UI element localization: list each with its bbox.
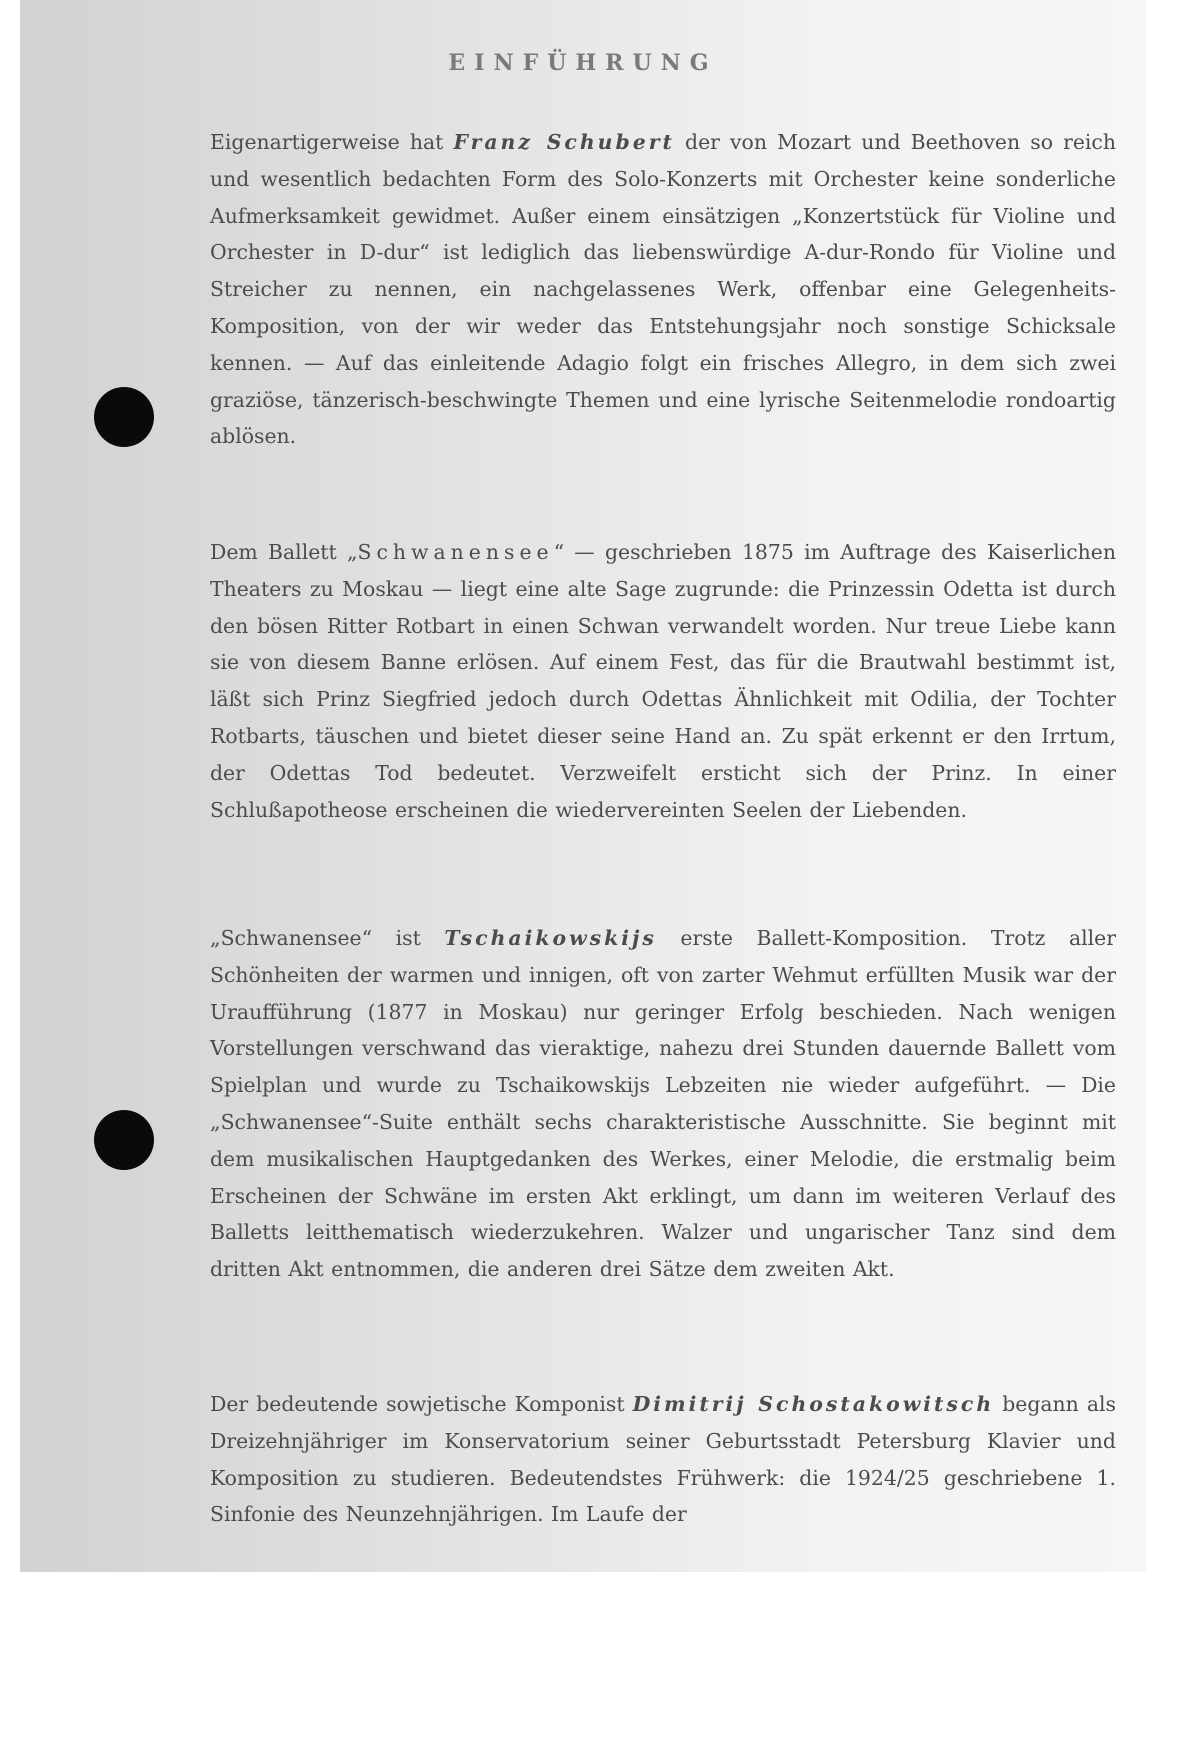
composer-name: Dimitrij Schostakowitsch	[632, 1392, 995, 1416]
paragraph-text: „Schwanensee“ ist	[210, 926, 445, 950]
paragraph-text: erste Ballett-Komposition. Trotz aller Schönheiten der warmen und innigen, oft von zarter Wehmut erfüllten Musik war der Uraufführung (1877 in Moskau) nur geringer Erfolg beschieden. Nach wenigen Vorstellungen verschwand das vieraktige, nahezu drei Stunden dauernde Ballett vom Spielplan und wurde zu Tschaikowskijs Lebzeiten nie wieder aufgeführt. — Die „Schwanensee“-Suite enthält sechs charakteristische Ausschnitte. Sie beginnt mit dem musikalischen Hauptgedanken des Werkes, einer Melodie, die erstmalig beim Erscheinen der Schwäne im ersten Akt erklingt, um dann im weiteren Verlauf des Balletts leitthematisch wiederzukehren. Walzer und ungarischer Tanz sind dem dritten Akt entnommen, die anderen drei Sätze dem zweiten Akt.	[210, 926, 1116, 1282]
paragraph-schubert	[210, 124, 1116, 455]
composer-name: Tschaikowskijs	[444, 926, 657, 950]
scanned-page	[20, 0, 1146, 1572]
composer-name: Franz Schubert	[453, 130, 675, 154]
page-heading: EINFÜHRUNG	[448, 50, 718, 76]
paragraph-text: Der bedeutende sowjetische Komponist	[210, 1392, 633, 1416]
paragraph-text: Dem Ballett „	[210, 540, 358, 564]
paragraph-text: begann als Dreizehnjähriger im Konservatorium seiner Geburtsstadt Petersburg Klavier und Komposition zu studieren. Bedeutendstes Frühwerk: die 1924/25 geschriebene 1. Sinfonie des Neunzehnjährigen. Im Laufe der	[210, 1392, 1117, 1527]
paragraph-text: der von Mozart und Beethoven so reich und wesentlich bedachten Form des Solo-Konzerts mit Orchester keine sonderliche Aufmerksamkeit gewidmet. Außer einem einsätzigen „Konzertstück für Violine und Orchester in D-dur“ ist lediglich das liebenswürdige A-dur-Rondo für Violine und Streicher zu nennen, ein nachgelassenes Werk, offenbar eine Gelegenheits-Komposition, von der wir weder das Entstehungsjahr noch sonstige Schicksale kennen. — Auf das einleitende Adagio folgt ein frisches Allegro, in dem sich zwei graziöse, tänzerisch-beschwingte Themen und eine lyrische Seitenmelodie rondoartig ablösen.	[210, 130, 1116, 449]
work-title: Schwanensee	[357, 540, 554, 564]
punch-hole-bottom	[94, 1110, 154, 1170]
paragraph-ballet-plot	[210, 534, 1116, 828]
punch-hole-top	[94, 387, 154, 447]
paragraph-text: Eigenartigerweise hat	[210, 130, 454, 154]
paragraph-text: “ — geschrieben 1875 im Auftrage des Kaiserlichen Theaters zu Moskau — liegt eine alte Sage zugrunde: die Prinzessin Odetta ist durch den bösen Ritter Rotbart in einen Schwan verwandelt worden. Nur treue Liebe kann sie von diesem Banne erlösen. Auf einem Fest, das für die Brautwahl bestimmt ist, läßt sich Prinz Siegfried jedoch durch Odettas Ähnlichkeit mit Odilia, der Tochter Rotbarts, täuschen und bietet dieser seine Hand an. Zu spät erkennt er den Irrtum, der Odettas Tod bedeutet. Verzweifelt ersticht sich der Prinz. In einer Schlußapotheose erscheinen die wiedervereinten Seelen der Liebenden.	[210, 540, 1116, 822]
paragraph-tschaikowskij	[210, 920, 1116, 1288]
paragraph-schostakowitsch	[210, 1386, 1116, 1533]
